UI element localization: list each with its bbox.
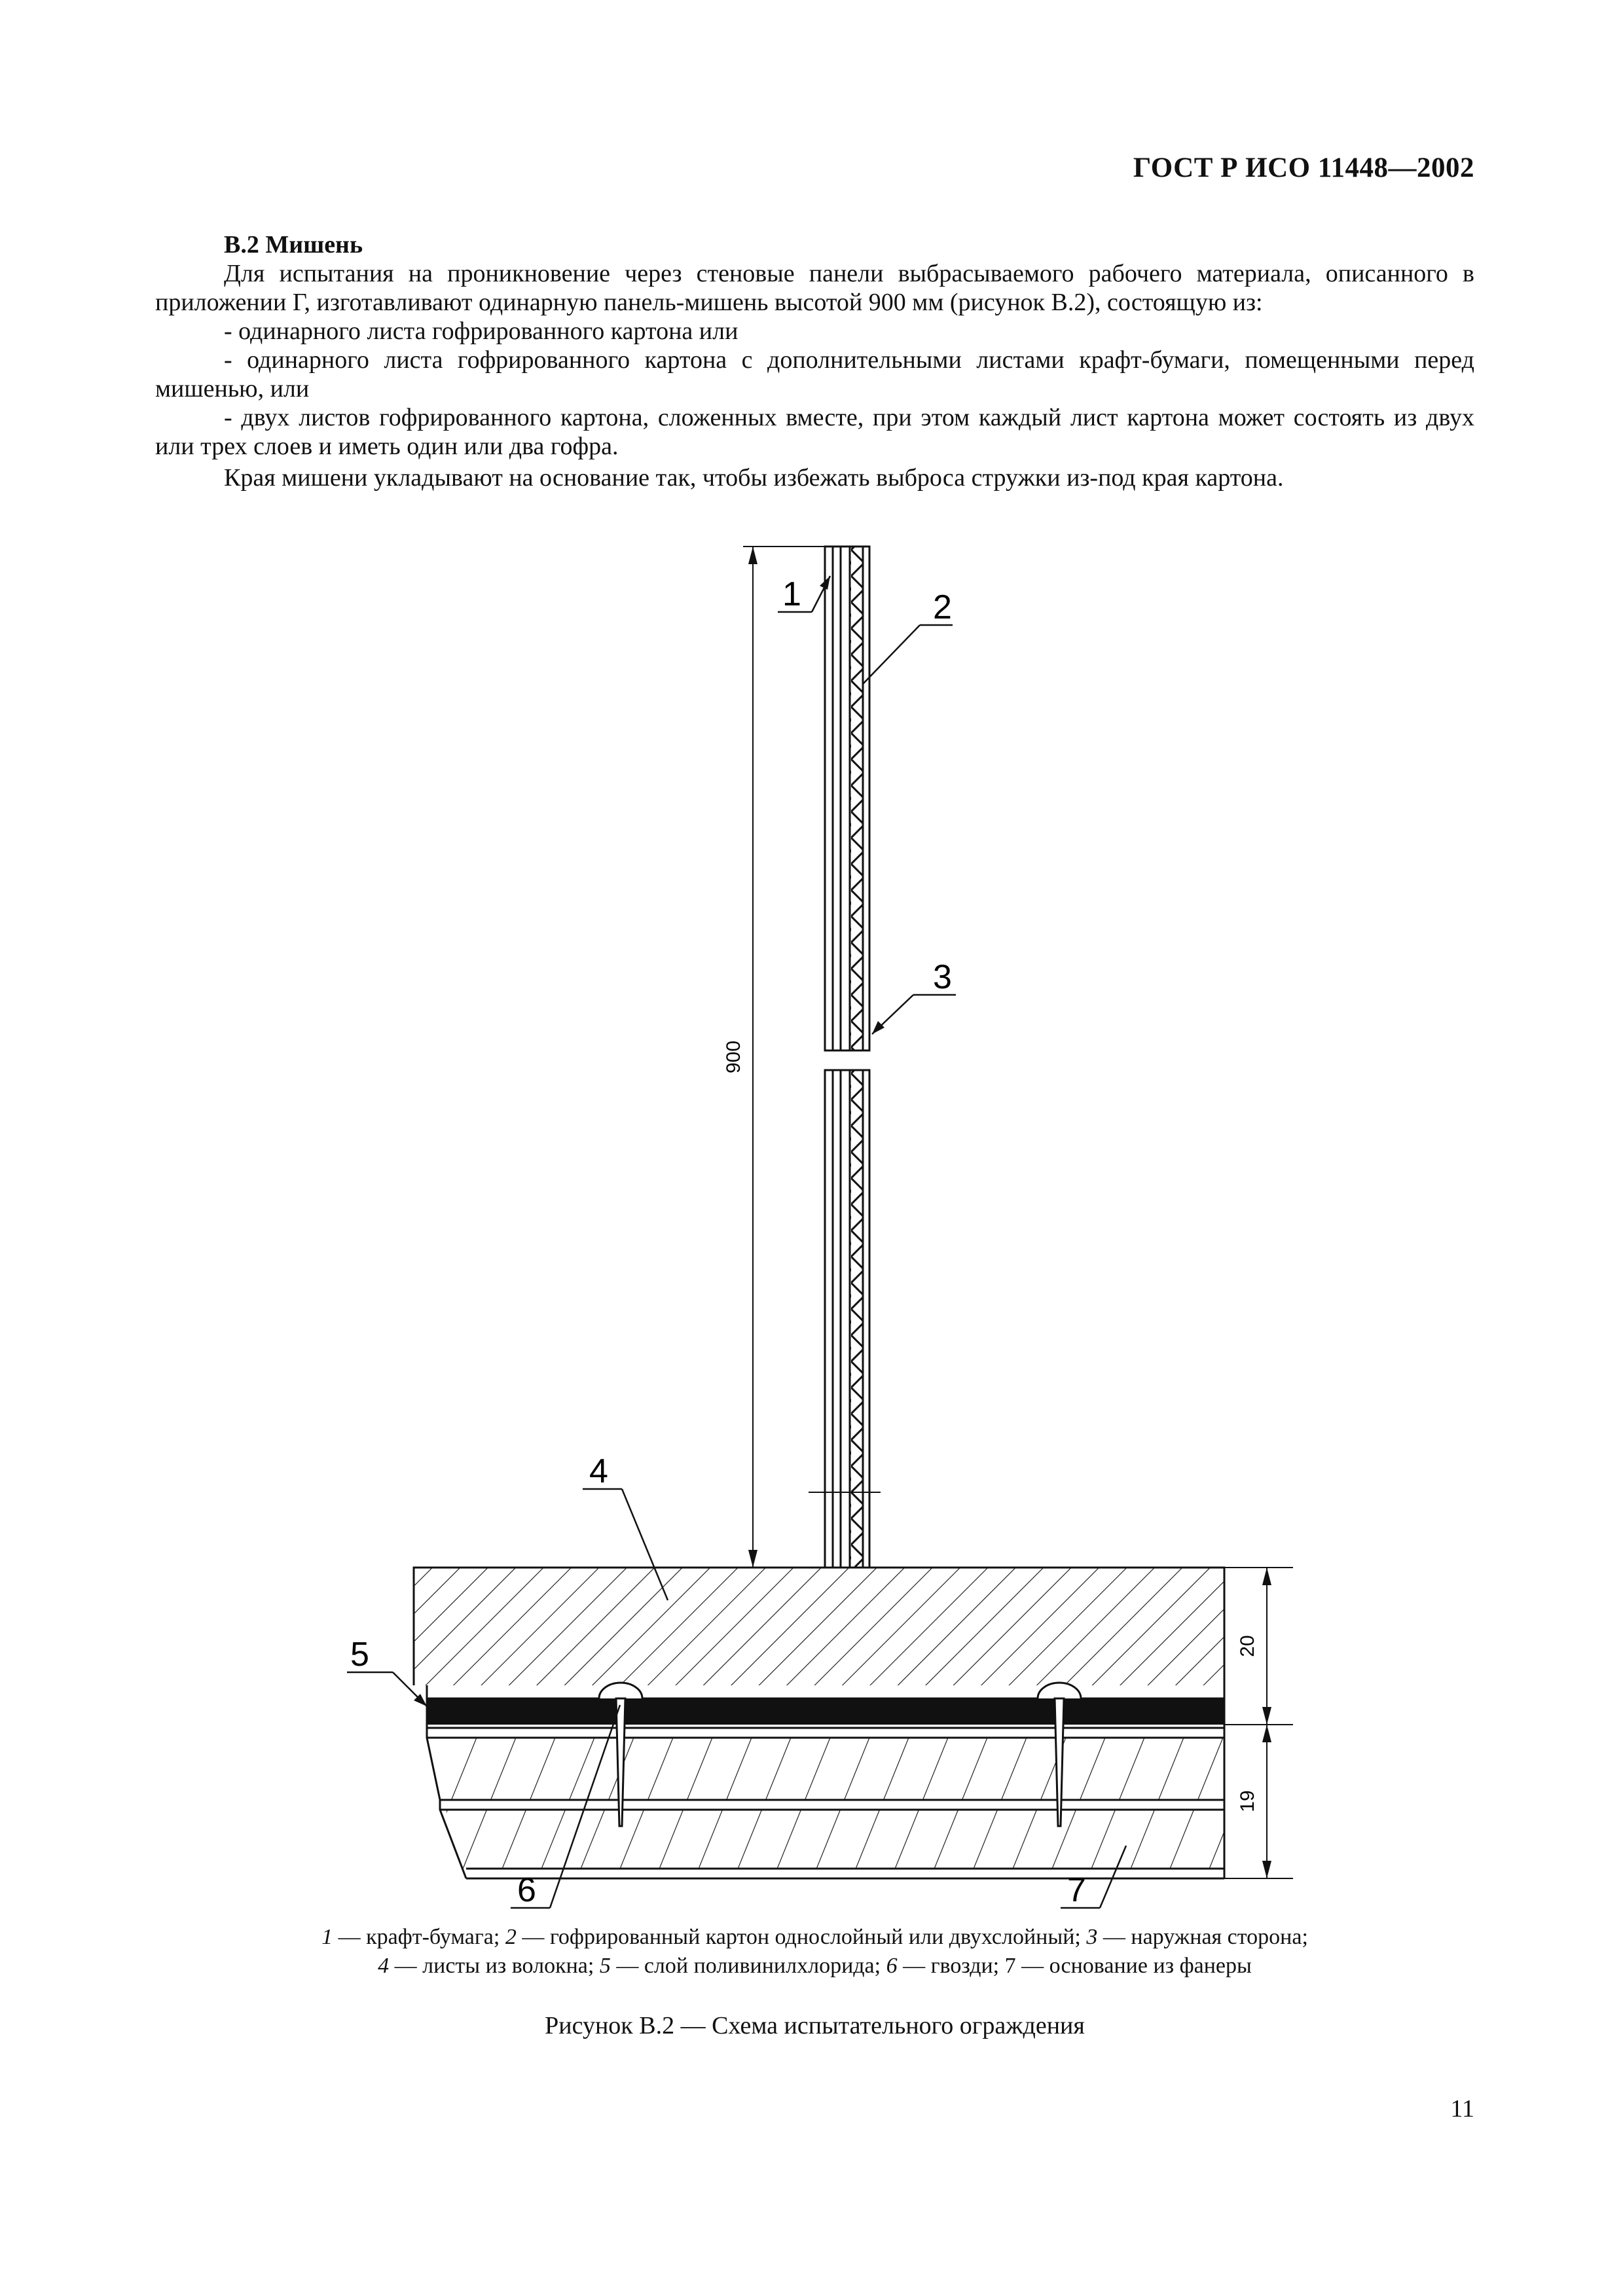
standard-header: ГОСТ Р ИСО 11448—2002 [1133, 152, 1474, 183]
svg-text:5: 5 [350, 1636, 369, 1674]
svg-text:2: 2 [933, 588, 952, 626]
fiber-sheet [414, 1568, 1224, 1685]
dimension-20: 20 [1237, 1635, 1258, 1657]
pvc-layer [427, 1698, 1224, 1725]
dimension-19: 19 [1237, 1790, 1258, 1812]
height-dimension [723, 547, 826, 1568]
legend-line: 1 — крафт-бумага; 2 — гофрированный картон однослойный или двухслойный; 3 — наружная сторона; [321, 1925, 1308, 1949]
legend-line: 4 — листы из волокна; 5 — слой поливинилхлорида; 6 — гвозди; 7 — основание из фанеры [378, 1954, 1252, 1978]
section-title: В.2 Мишень [224, 231, 363, 259]
side-dimensions [1224, 1568, 1293, 1878]
label-3 [872, 958, 956, 1034]
label-1 [778, 575, 830, 613]
intro-paragraph: Для испытания на проникновение через стеновые панели выбрасываемого рабочего материала, описанного в приложении Г, изготавливают одинарную панель-мишень высотой 900 мм (рисунок В.2), состоящую из: [155, 260, 1474, 316]
figure-legend [155, 1923, 1474, 1981]
svg-text:1: 1 [782, 575, 801, 613]
closing-paragraph: Края мишени укладывают на основание так, чтобы избежать выброса стружки из-под края картона. [224, 464, 1284, 492]
svg-text:7: 7 [1067, 1871, 1086, 1909]
list-item: - одинарного листа гофрированного картона с дополнительными листами крафт-бумаги, помещенными перед мишенью, или [155, 346, 1474, 403]
label-2 [863, 588, 953, 684]
list-item: - двух листов гофрированного картона, сложенных вместе, при этом каждый лист картона может состоять из двух или трех слоев и иметь один или два гофра. [155, 404, 1474, 460]
svg-text:4: 4 [589, 1452, 608, 1490]
panel-lower [809, 1070, 881, 1568]
svg-text:6: 6 [517, 1871, 536, 1909]
panel-upper [825, 547, 869, 1050]
svg-text:3: 3 [933, 958, 952, 996]
page-number: 11 [1450, 2095, 1474, 2123]
list-item: - одинарного листа гофрированного картона или [224, 317, 739, 345]
dimension-900: 900 [723, 1040, 744, 1074]
figure-caption: Рисунок В.2 — Схема испытательного ограждения [545, 2012, 1085, 2039]
